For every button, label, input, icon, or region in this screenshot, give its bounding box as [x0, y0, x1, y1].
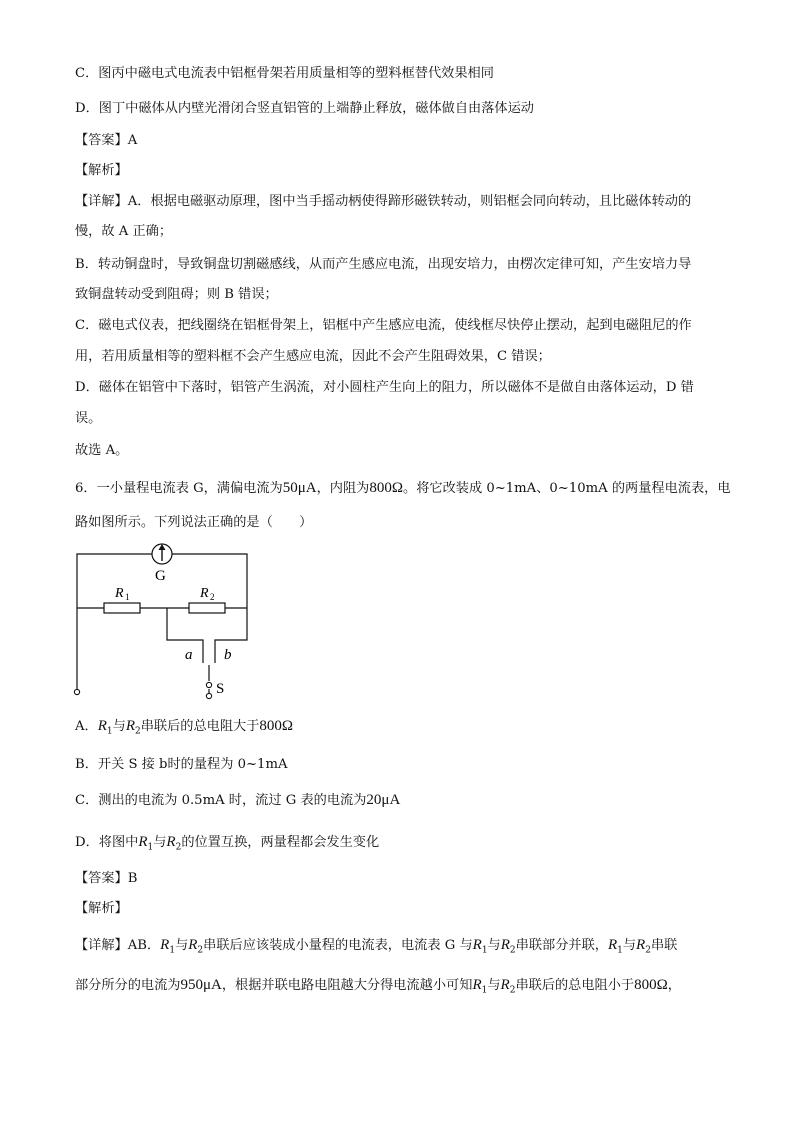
- label-r1: R: [115, 586, 124, 601]
- opt-a-tail: 串联后的总电阻大于: [140, 719, 260, 734]
- q5-detail-line-4: 致铜盘转动受到阻碍；则 B 错误；: [75, 287, 278, 302]
- label-b: b: [224, 647, 232, 663]
- d1-r4-sub: 2: [509, 945, 516, 956]
- q6-stem-line-2: 路如图所示。下列说法正确的是（ ）: [75, 515, 313, 530]
- q6-detail-line-1: [75, 935, 677, 961]
- q6-option-c: [75, 790, 400, 811]
- label-g: G: [155, 568, 166, 584]
- q6-stem-b: ，内阻为: [316, 481, 370, 496]
- resistor-r2: [189, 603, 225, 613]
- switch-contact-bottom: [206, 693, 211, 698]
- d1-r1: R: [160, 937, 170, 953]
- opt-d-r1: R: [138, 834, 148, 850]
- q5-analysis-heading: 【解析】: [75, 163, 128, 178]
- d2-val2: 800Ω: [634, 977, 668, 993]
- d1-a: 【详解】AB．: [75, 938, 161, 953]
- opt-a-prefix: A．: [75, 719, 98, 734]
- option-d-text: D．图丁中磁体从内壁光滑闭合竖直铝管的上端静止释放，磁体做自由落体运动: [75, 101, 534, 116]
- q5-detail-line-9: 故选 A。: [75, 443, 129, 458]
- option-c-text: C．图丙中磁电式电流表中铝框骨架若用质量相等的塑料框替代效果相同: [75, 66, 494, 81]
- q6-stem-c: 。将它改装成 0~1mA、0~10mA 的两量程电流表，电: [403, 481, 731, 496]
- q5-detail-line-2: 慢，故 A 正确；: [75, 224, 173, 239]
- d1-r2-sub: 2: [197, 945, 204, 956]
- q6-option-a: [75, 716, 293, 742]
- d2-d: ，: [667, 978, 681, 993]
- d1-c: 串联部分并联，: [515, 938, 608, 953]
- d1-r3: R: [472, 937, 482, 953]
- opt-a-r2: R: [125, 718, 135, 734]
- opt-a-r1-sub: 1: [106, 726, 113, 737]
- circuit-diagram: [60, 535, 270, 705]
- d1-r6-sub: 2: [645, 945, 651, 956]
- opt-d-tail: 的位置互换，两量程都会发生变化: [181, 835, 380, 850]
- d2-r1: R: [472, 977, 482, 993]
- d1-r5-sub: 1: [617, 945, 623, 956]
- label-a: a: [185, 647, 193, 663]
- q6-stem-line-1: [75, 478, 731, 499]
- d1-r6: R: [636, 937, 646, 953]
- q6-answer: 【答案】B: [75, 871, 138, 886]
- q5-detail-line-7: D．磁体在铝管中下落时，铝管产生涡流，对小圆柱产生向上的阻力，所以磁体不是做自由落体运动，D 错: [75, 380, 694, 395]
- opt-a-r1: R: [97, 718, 107, 734]
- opt-a-value: 800Ω: [259, 718, 294, 734]
- d2-m1: 与: [487, 978, 501, 993]
- opt-d-r1-sub: 1: [147, 842, 154, 853]
- d1-r4: R: [500, 937, 510, 953]
- d1-m2: 与: [487, 938, 501, 953]
- label-r2-sub: 2: [210, 592, 215, 602]
- resistor-r1: [104, 603, 140, 613]
- d2-r2: R: [500, 977, 510, 993]
- q5-detail-line-6: 用，若用质量相等的塑料框不会产生感应电流，因此不会产生阻碍效果，C 错误；: [75, 349, 551, 364]
- d2-r1-sub: 1: [481, 985, 488, 996]
- d1-d: 串联: [650, 938, 678, 953]
- d1-r2: R: [188, 937, 198, 953]
- q6-option-b: B．开关 S 接 b时的量程为 0~1mA: [75, 757, 288, 772]
- label-r1-sub: 1: [125, 592, 130, 602]
- d2-b: ，根据并联电路电阻越大分得电流越小可知: [221, 978, 473, 993]
- opt-d-prefix: D．将图中: [75, 835, 139, 850]
- q5-detail-line-3: B．转动铜盘时，导致铜盘切割磁感线，从而产生感应电流，出现安培力，由楞次定律可知，产生安培力导: [75, 257, 692, 272]
- d1-r3-sub: 1: [481, 945, 488, 956]
- q5-detail-line-5: C．磁电式仪表，把线圈绕在铝框骨架上，铝框中产生感应电流，使线框尽快停止摆动，起到电磁阻尼的作: [75, 318, 692, 333]
- opt-c-text: C．测出的电流为 0.5mA 时，流过 G 表的电流为: [75, 793, 367, 808]
- d2-r2-sub: 2: [509, 985, 516, 996]
- d1-m3: 与: [622, 938, 637, 953]
- full-current-value: 50μA: [282, 480, 317, 496]
- label-s: S: [216, 681, 225, 697]
- d2-val1: 950μA: [180, 977, 222, 993]
- opt-a-r2-sub: 2: [134, 726, 141, 737]
- q6-detail-line-2: [75, 975, 681, 1001]
- q6-stem-a: 6．一小量程电流表 G，满偏电流为: [75, 481, 283, 496]
- d1-r1-sub: 1: [169, 945, 176, 956]
- opt-d-r2-sub: 2: [175, 842, 182, 853]
- opt-c-value: 20μA: [366, 792, 401, 808]
- label-r2: R: [200, 586, 209, 601]
- q6-analysis-heading: 【解析】: [75, 901, 128, 916]
- resistance-value: 800Ω: [369, 480, 404, 496]
- q5-detail-line-1: 【详解】A．根据电磁驱动原理，图中当手摇动柄使得蹄形磁铁转动，则铝框会同向转动，且比磁体转动的: [75, 194, 692, 209]
- q5-answer: 【答案】A: [75, 133, 138, 148]
- q5-detail-line-8: 误。: [75, 411, 102, 426]
- d2-a: 部分所分的电流为: [75, 978, 181, 993]
- d1-m1: 与: [175, 938, 189, 953]
- switch-contact-top: [206, 682, 211, 687]
- q6-option-d: [75, 832, 379, 858]
- opt-d-r2: R: [166, 834, 176, 850]
- terminal-left: [74, 689, 79, 694]
- d2-c: 串联后的总电阻小于: [515, 978, 635, 993]
- opt-a-mid: 与: [112, 719, 126, 734]
- d1-r5: R: [607, 937, 618, 953]
- d1-b: 串联后应该装成小量程的电流表，电流表 G 与: [203, 938, 473, 953]
- opt-d-mid: 与: [153, 835, 167, 850]
